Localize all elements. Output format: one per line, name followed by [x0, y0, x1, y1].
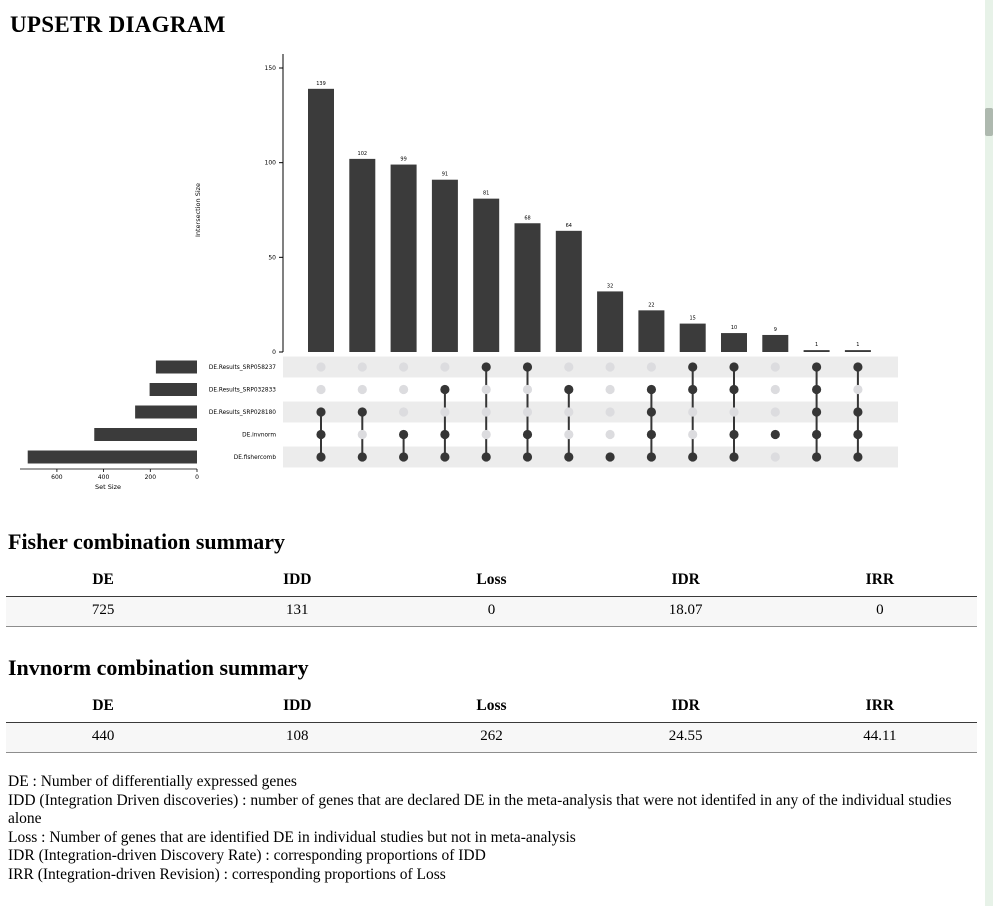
matrix-dot-filled [358, 452, 367, 461]
table-cell: 440 [6, 723, 200, 753]
bar-value-label: 68 [524, 215, 530, 221]
matrix-dot-empty [771, 362, 780, 371]
matrix-dot-filled [688, 452, 697, 461]
matrix-dot-filled [729, 430, 738, 439]
matrix-dot-filled [853, 407, 862, 416]
matrix-dot-filled [606, 452, 615, 461]
summary-table [6, 567, 977, 627]
matrix-dot-filled [647, 385, 656, 394]
footnote-line: IRR (Integration-driven Revision) : corresponding proportions of Loss [8, 866, 985, 885]
matrix-dot-filled [647, 452, 656, 461]
matrix-dot-filled [729, 362, 738, 371]
matrix-dot-filled [316, 452, 325, 461]
table-header-row [6, 693, 977, 723]
matrix-dot-empty [316, 362, 325, 371]
page-title: UPSETR DIAGRAM [10, 12, 985, 38]
bar-value-label: 64 [566, 223, 572, 229]
matrix-dot-filled [440, 385, 449, 394]
matrix-dot-filled [399, 430, 408, 439]
matrix-dot-filled [564, 452, 573, 461]
matrix-dot-filled [812, 385, 821, 394]
matrix-dot-filled [729, 452, 738, 461]
matrix-dot-filled [812, 407, 821, 416]
axis-tick-label: 0 [272, 349, 276, 356]
matrix-dot-filled [729, 385, 738, 394]
set-label: DE.fishercomb [234, 455, 277, 461]
summary-section [0, 655, 985, 753]
report-page [0, 12, 985, 885]
matrix-dot-empty [564, 430, 573, 439]
matrix-dot-filled [771, 430, 780, 439]
matrix-dot-filled [647, 430, 656, 439]
intersection-bar [680, 324, 706, 352]
bar-value-label: 91 [442, 172, 448, 178]
set-size-bar [150, 383, 197, 396]
matrix-dot-filled [853, 430, 862, 439]
intersection-bar [638, 310, 664, 352]
column-header: IDD [200, 693, 394, 723]
column-header: IDD [200, 567, 394, 597]
table-cell: 131 [200, 597, 394, 627]
matrix-dot-empty [399, 407, 408, 416]
matrix-dot-empty [606, 362, 615, 371]
intersection-bar [432, 180, 458, 352]
matrix-dot-empty [523, 385, 532, 394]
matrix-dot-filled [564, 385, 573, 394]
scrollbar-thumb[interactable] [985, 108, 993, 136]
axis-tick-label: 400 [98, 474, 110, 481]
matrix-dot-filled [316, 430, 325, 439]
matrix-dot-filled [316, 407, 325, 416]
footnote-line: DE : Number of differentially expressed genes [8, 773, 985, 792]
column-header: DE [6, 693, 200, 723]
set-label: DE.Results_SRP058237 [209, 365, 276, 371]
matrix-dot-filled [812, 452, 821, 461]
intersection-bar [515, 223, 541, 352]
bar-value-label: 22 [648, 302, 654, 308]
matrix-dot-filled [812, 362, 821, 371]
matrix-dot-empty [358, 385, 367, 394]
intersection-axis-label: Intersection Size [194, 183, 202, 237]
table-cell: 24.55 [589, 723, 783, 753]
matrix-dot-filled [523, 452, 532, 461]
matrix-dot-filled [853, 452, 862, 461]
table-cell: 18.07 [589, 597, 783, 627]
bar-value-label: 32 [607, 283, 613, 289]
column-header: IDR [589, 567, 783, 597]
axis-tick-label: 0 [195, 474, 199, 481]
intersection-bar [845, 350, 871, 352]
matrix-dot-empty [316, 385, 325, 394]
matrix-dot-filled [358, 407, 367, 416]
matrix-dot-empty [440, 362, 449, 371]
upset-plot [8, 44, 985, 501]
bar-value-label: 15 [690, 316, 696, 322]
intersection-bar [762, 335, 788, 352]
set-label: DE.Results_SRP028180 [209, 410, 276, 416]
table-cell: 44.11 [783, 723, 977, 753]
table-cell: 725 [6, 597, 200, 627]
bar-value-label: 139 [316, 81, 326, 87]
matrix-dot-empty [440, 407, 449, 416]
matrix-dot-filled [523, 362, 532, 371]
matrix-dot-filled [688, 362, 697, 371]
set-size-bar [156, 361, 197, 374]
column-header: Loss [394, 693, 588, 723]
matrix-dot-filled [523, 430, 532, 439]
matrix-dot-empty [688, 430, 697, 439]
matrix-dot-empty [771, 385, 780, 394]
matrix-dot-filled [440, 452, 449, 461]
bar-value-label: 102 [358, 151, 368, 157]
intersection-bar [349, 159, 375, 352]
set-size-bar [94, 428, 197, 441]
column-header: IRR [783, 693, 977, 723]
axis-tick-label: 600 [51, 474, 63, 481]
footnote-line: IDD (Integration Driven discoveries) : number of genes that are declared DE in the meta-analysis that were not identifed in any of the individual studies alone [8, 792, 985, 829]
column-header: IRR [783, 567, 977, 597]
set-label: DE.invnorm [242, 433, 276, 439]
matrix-stripe [283, 357, 898, 378]
set-size-bar [135, 406, 197, 419]
matrix-dot-filled [482, 362, 491, 371]
axis-tick-label: 100 [265, 160, 277, 167]
table-row [6, 723, 977, 753]
matrix-dot-empty [853, 385, 862, 394]
summary-section [0, 529, 985, 627]
matrix-dot-empty [688, 407, 697, 416]
matrix-dot-empty [482, 430, 491, 439]
set-size-axis-label: Set Size [95, 483, 121, 491]
matrix-dot-filled [688, 385, 697, 394]
matrix-dot-empty [729, 407, 738, 416]
matrix-dot-empty [647, 362, 656, 371]
axis-tick-label: 150 [265, 65, 277, 72]
bar-value-label: 9 [774, 327, 777, 333]
table-cell: 262 [394, 723, 588, 753]
matrix-dot-filled [440, 430, 449, 439]
footnote-line: IDR (Integration-driven Discovery Rate) : corresponding proportions of IDD [8, 847, 985, 866]
matrix-dot-empty [771, 452, 780, 461]
matrix-dot-empty [564, 407, 573, 416]
table-header-row [6, 567, 977, 597]
column-header: Loss [394, 567, 588, 597]
matrix-dot-filled [812, 430, 821, 439]
matrix-dot-filled [647, 407, 656, 416]
intersection-bar [597, 291, 623, 352]
matrix-dot-empty [399, 385, 408, 394]
bar-value-label: 10 [731, 325, 737, 331]
intersection-bar [391, 165, 417, 352]
section-heading: Invnorm combination summary [8, 655, 985, 681]
matrix-dot-empty [606, 430, 615, 439]
column-header: IDR [589, 693, 783, 723]
set-size-bar [28, 451, 197, 464]
matrix-dot-empty [523, 407, 532, 416]
intersection-bar [721, 333, 747, 352]
summary-table [6, 693, 977, 753]
set-label: DE.Results_SRP032833 [209, 388, 276, 394]
bar-value-label: 1 [815, 342, 818, 348]
matrix-dot-empty [358, 430, 367, 439]
matrix-dot-filled [482, 452, 491, 461]
section-heading: Fisher combination summary [8, 529, 985, 555]
bar-value-label: 1 [856, 342, 859, 348]
matrix-stripe [283, 402, 898, 423]
scrollbar-track[interactable] [985, 0, 993, 906]
upset-plot-svg [8, 44, 948, 496]
intersection-bar [308, 89, 334, 352]
bar-value-label: 99 [400, 157, 406, 163]
matrix-dot-filled [399, 452, 408, 461]
intersection-bar [473, 199, 499, 352]
bar-value-label: 81 [483, 191, 489, 197]
matrix-dot-empty [564, 362, 573, 371]
matrix-dot-empty [771, 407, 780, 416]
intersection-bar [804, 350, 830, 352]
matrix-dot-empty [482, 385, 491, 394]
table-row [6, 597, 977, 627]
matrix-stripe [283, 447, 898, 468]
intersection-bar [556, 231, 582, 352]
matrix-dot-empty [399, 362, 408, 371]
axis-tick-label: 50 [268, 254, 276, 261]
axis-tick-label: 200 [145, 474, 157, 481]
table-cell: 108 [200, 723, 394, 753]
summary-sections [0, 529, 985, 753]
matrix-dot-empty [606, 385, 615, 394]
footnotes [8, 773, 985, 885]
matrix-dot-empty [482, 407, 491, 416]
table-cell: 0 [394, 597, 588, 627]
matrix-dot-empty [358, 362, 367, 371]
table-cell: 0 [783, 597, 977, 627]
matrix-dot-filled [853, 362, 862, 371]
footnote-line: Loss : Number of genes that are identified DE in individual studies but not in meta-analysis [8, 829, 985, 848]
column-header: DE [6, 567, 200, 597]
matrix-dot-empty [606, 407, 615, 416]
